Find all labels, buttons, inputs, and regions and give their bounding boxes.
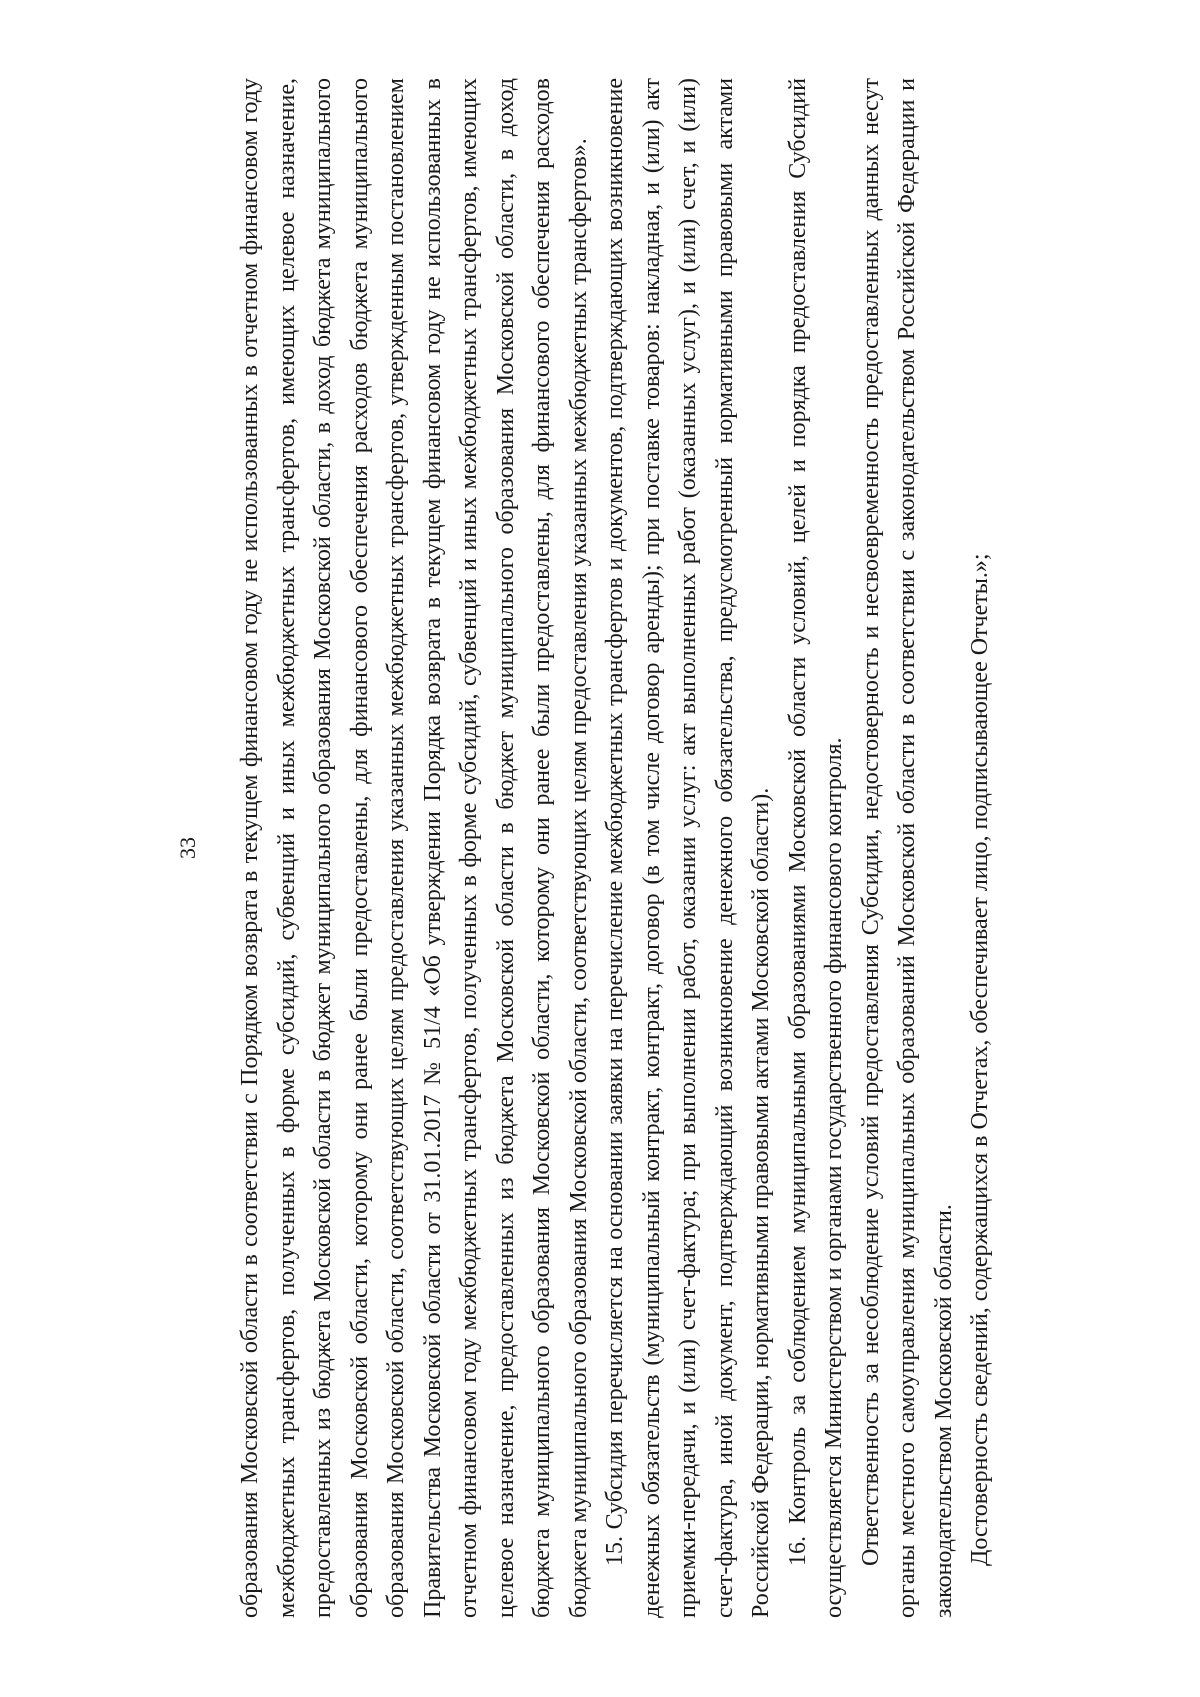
paragraph-item-15: 15. Субсидия перечисляется на основании заявки на перечисление межбюджетных трансфертов и документов, подтверждающих возникновение денежных обязательств (муниципальный контракт, контракт, договор (в том числе договор аренды); при поставке товаров: накладная, и (или) акт приемки-передачи, и (или) счет-фактура; при выполнении работ, оказании услуг: акт выполненных работ (оказанных услуг), и (или) счет, и (или) счет-фактура, иной документ, подтверждающий возникновение денежного обязательства, предусмотренный нормативными правовыми актами Российской Федерации, нормативными правовыми актами Московской области). bbox=[602, 78, 774, 1618]
paragraph-continuation: образования Московской области в соответствии с Порядком возврата в текущем финансовом году не использованных в отчетном финансовом году межбюджетных трансфертов, полученных в форме субсидий, субвенций и иных межбюджетных трансфертов, имеющих целевое назначение, предоставленных из бюджета Московской области в бюджет муниципального образования Московской области, в доход бюджета муниципального образования Московской области, которому они ранее были предоставлены, для финансового обеспечения расходов бюджета муниципального образования Московской области, соответствующих целям предоставления указанных межбюджетных трансфертов, утвержденным постановлением Правительства Московской области от 31.01.2017 № 51/4 «Об утверждении Порядка возврата в текущем финансовом году не использованных в отчетном финансовом году межбюджетных трансфертов, полученных в форме субсидий, субвенций и иных межбюджетных трансфертов, имеющих целевое назначение, предоставленных из бюджета Московской области в бюджет муниципального образования Московской области, в доход бюджета муниципального образования Московской области, которому они ранее были предоставлены, для финансового обеспечения расходов бюджета муниципального образования Московской области, соответствующих целям предоставления указанных межбюджетных трансфертов». bbox=[237, 78, 592, 1618]
document-body bbox=[232, 78, 999, 1618]
paragraph-item-16: 16. Контроль за соблюдением муниципальными образованиями Московской области условий, целей и порядка предоставления Субсидий осуществляется Министерством и органами государственного финансового контроля. bbox=[784, 78, 847, 1618]
paragraph-reliability: Достоверность сведений, содержащихся в Отчетах, обеспечивает лицо, подписывающее Отчеты.»; bbox=[967, 553, 993, 1566]
paragraph-responsibility: Ответственность за несоблюдение условий предоставления Субсидии, недостоверность и несвоевременность предоставленных данных несут органы местного самоуправления муниципальных образований Московской области в соответствии с законодательством Российской Федерации и законодательством Московской области. bbox=[857, 78, 957, 1618]
page-number: 33 bbox=[175, 837, 200, 859]
document-page bbox=[170, 68, 1030, 1628]
